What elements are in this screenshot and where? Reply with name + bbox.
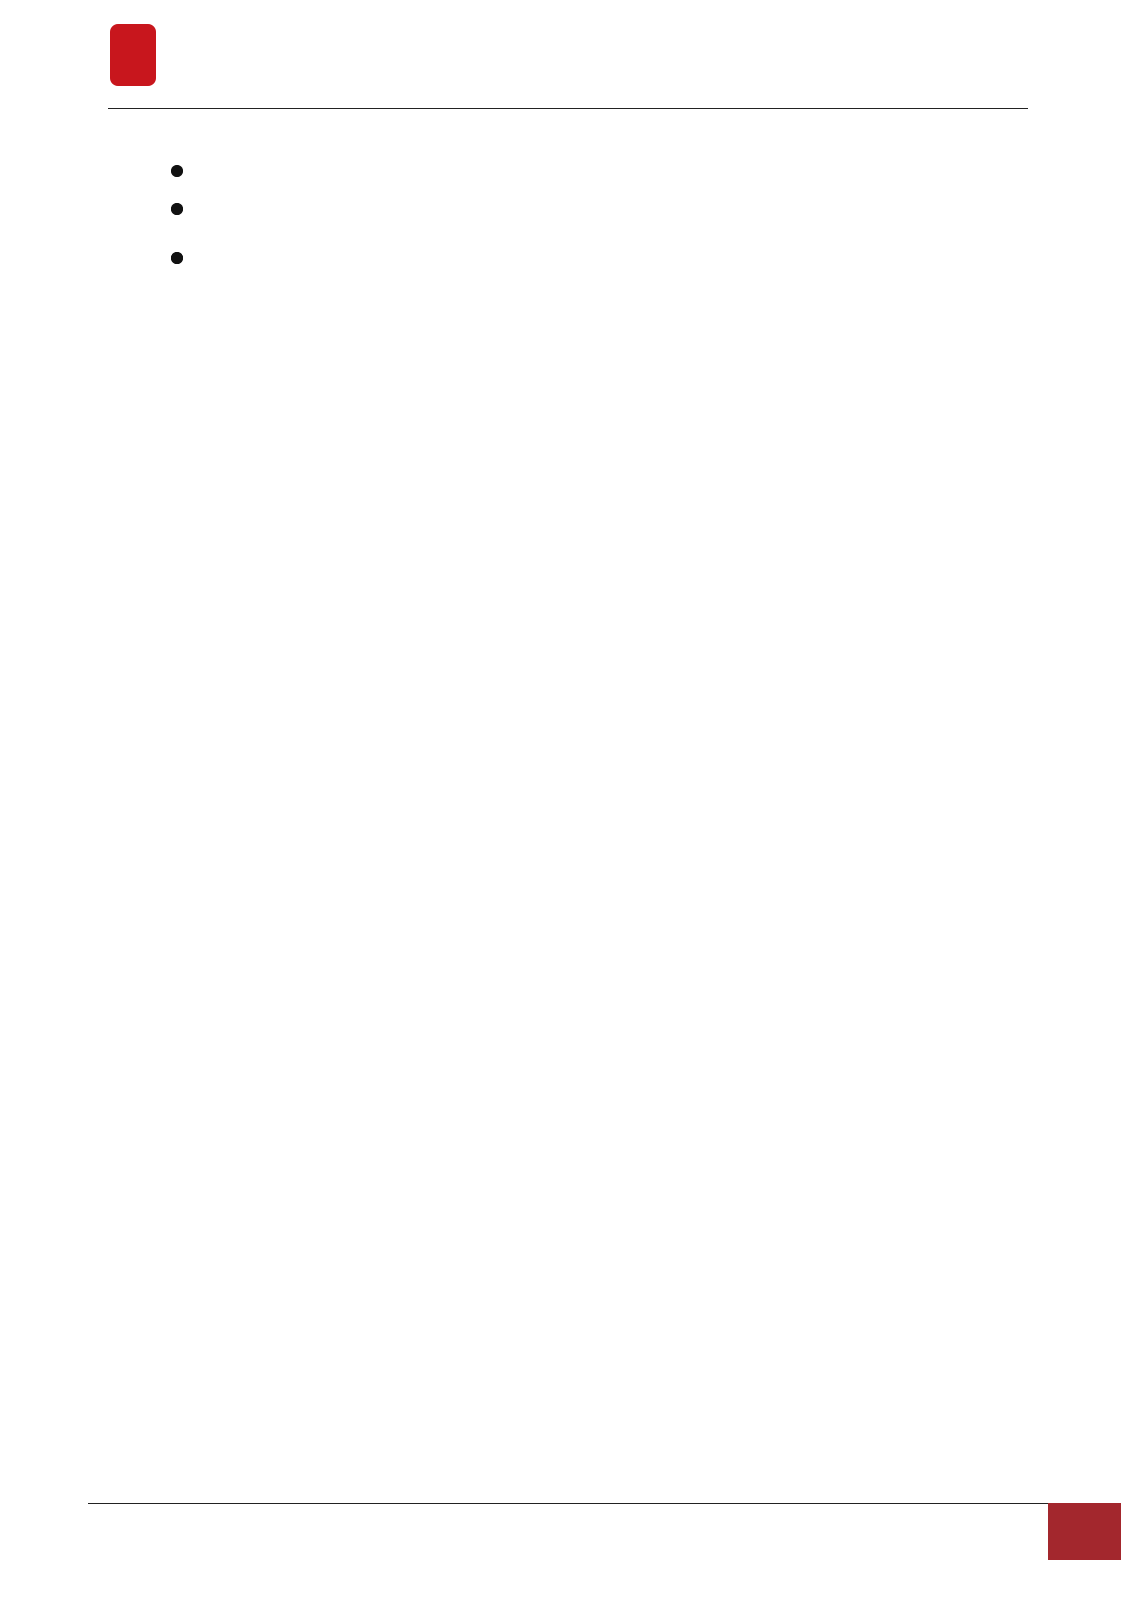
header-divider <box>108 108 1028 109</box>
document-body <box>168 146 968 233</box>
bullet-icon <box>171 165 183 177</box>
page-number-badge <box>1048 1503 1121 1560</box>
firm-logo <box>108 22 158 100</box>
bullet-icon <box>171 252 183 264</box>
footer-divider <box>88 1503 1048 1504</box>
page-header <box>108 18 1028 110</box>
bullet-icon <box>171 203 183 215</box>
